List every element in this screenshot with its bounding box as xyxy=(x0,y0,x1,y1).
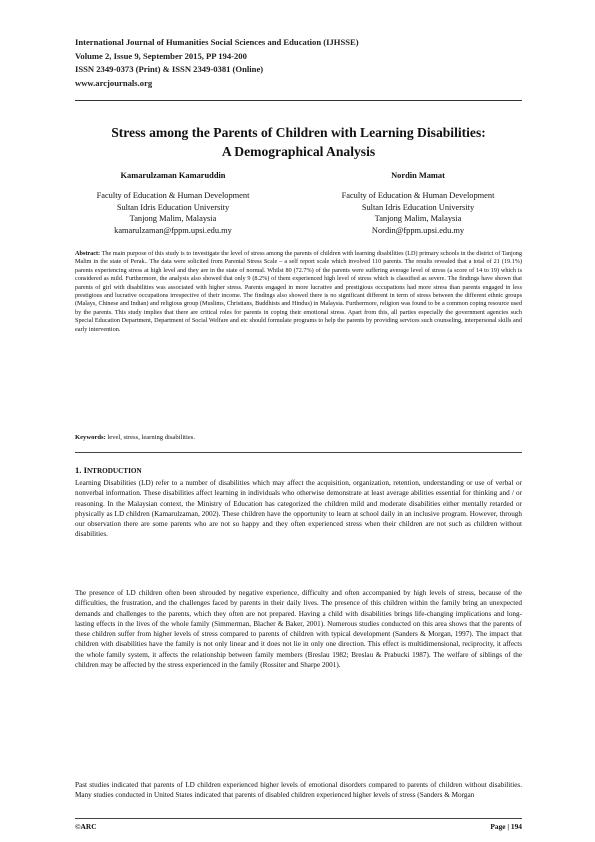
author-block-1 xyxy=(58,170,288,236)
journal-website: www.arcjournals.org xyxy=(75,77,153,88)
author-name: Nordin Mamat xyxy=(391,171,445,180)
abstract xyxy=(75,250,522,334)
author-location: Tanjong Malim, Malaysia xyxy=(374,214,462,224)
author-block-2 xyxy=(303,170,533,236)
journal-volume: Volume 2, Issue 9, September 2015, PP 194-200 xyxy=(75,50,247,61)
body-paragraph: The presence of LD children often been shrouded by negative experience, difficulty and often accompanied by high levels of stress, because of the difficulties, the frustration, and the challenges faced by parents in their daily lives. The presence of this children within the family bring an unexpected demands and challenges to the parents, which they often are not prepared. Having a child with disabilities brings life-changing implications and long-lasting effects in the lives of the whole family (Simmerman, Blacher & Baker, 2001). Numerous studies conducted on this area shows that the parents of these children suffer from higher levels of stress compared to parents of children with typical development (Sanders & Morgan, 1997). The impact that children with disabilities have the family is not only linear and it does not lie in only one direction. This effect is multidimensional, reciprocity, it affects the whole family system, it affects the relationship between family members (Breslau 1982; Breslau & Prabucki 1987). The welfare of siblings of the children may be affected by the stress experienced in the family (Rossiter and Sharpe 2001). xyxy=(75,589,522,670)
body-paragraph: Learning Disabilities (LD) refer to a number of disabilities which may affect the acquisition, organization, retention, understanding or use of verbal or nonverbal information. These disabilities affect learning in individuals who otherwise demonstrate at least average abilities essential for thinking and / or reasoning. In the Malaysian context, the Ministry of Education has categorized the children mild and moderate disabilities either mentally retarded or physically as LD children (Kamarulzaman, 2002). These children have the opportunity to learn at school daily in an inclusive program. However, through our observation there are some parents who are not so happy and they often experienced stress when their children are not such as children without disabilities. xyxy=(75,479,522,539)
author-university: Sultan Idris Education University xyxy=(361,202,475,212)
footer-divider xyxy=(75,818,522,819)
journal-name: International Journal of Humanities Social Sciences and Education (IJHSSE) xyxy=(75,37,359,47)
author-email: Nordin@fppm.upsi.edu.my xyxy=(371,225,465,235)
section-divider xyxy=(75,452,522,453)
author-location: Tanjong Malim, Malaysia xyxy=(129,214,217,224)
title-line-1: Stress among the Parents of Children with Learning Disabilities: xyxy=(111,125,486,140)
section-title-rest: NTRODUCTION xyxy=(86,467,142,475)
journal-issn: ISSN 2349-0373 (Print) & ISSN 2349-0381 (Online) xyxy=(75,64,264,75)
author-faculty: Faculty of Education & Human Development xyxy=(96,191,250,201)
author-university: Sultan Idris Education University xyxy=(116,202,230,212)
abstract-label: Abstract: xyxy=(75,250,101,257)
author-faculty: Faculty of Education & Human Development xyxy=(341,191,495,201)
author-email: kamarulzaman@fppm.upsi.edu.my xyxy=(114,225,232,235)
author-name: Kamarulzaman Kamaruddin xyxy=(120,171,226,180)
keywords-text: level, stress, learning disabilities. xyxy=(105,434,195,441)
journal-header xyxy=(75,36,525,90)
section-initial: I xyxy=(83,465,87,475)
abstract-text: The main purpose of this study is to investigate the level of stress among the parents of children with learning disabilities (LD) primary schools in the district of Tanjong Malim in the state of Perak.. The data were solicited from Parental Stress Scale – a self report scale which involved 110 parents. The results revealed that a total of 21 (19.1%) parents experiencing stress at high level and they are in the state of normal. Whilst 80 (72.7%) of the parents were suffering average level of stress (a score of 14 to 19) which is considered as mild. Furthermore, the analysis also showed that only 9 (8.2%) of them experienced high level of stress which is classified as severe. The findings have shown that parents of girl with disabilities was associated with higher stress. Parents engaged in more lucrative and prestigious occupations had more stress than parents engaged in less prestigious and lucrative occupations irrespective of their income. The findings also showed there is no significant different in term of stress between the different ethnic groups (Malays, Chinese and Indian) and religious group (Muslims, Christians, Buddhists and Hindus) in Malaysia. Furthermore, religion was found to be a common coping resource used by the parents. This study implies that there are critical roles for parents in coping their emotional stress. Apart from this, all parties especially the government agencies such Special Education Department, Department of Social Welfare and etc should formulate programs to help the parents by providing services such counseling, interpersonal skills and early intervention. xyxy=(75,250,522,333)
section-heading xyxy=(75,465,142,477)
footer-page-number: Page | 194 xyxy=(490,822,522,831)
header-divider xyxy=(75,100,522,101)
keywords xyxy=(75,433,522,442)
footer-copyright: ©ARC xyxy=(75,822,97,831)
title-line-2: A Demographical Analysis xyxy=(221,144,376,159)
paper-title xyxy=(60,123,537,161)
keywords-label: Keywords: xyxy=(75,434,106,441)
body-paragraph: Past studies indicated that parents of LD children experienced higher levels of emotional disorders compared to parents of children without disabilities. Many studies conducted in United States indicated that parents of disabled children experienced higher levels of stress (Sanders & Morgan xyxy=(75,781,522,800)
section-number: 1. xyxy=(75,465,82,475)
